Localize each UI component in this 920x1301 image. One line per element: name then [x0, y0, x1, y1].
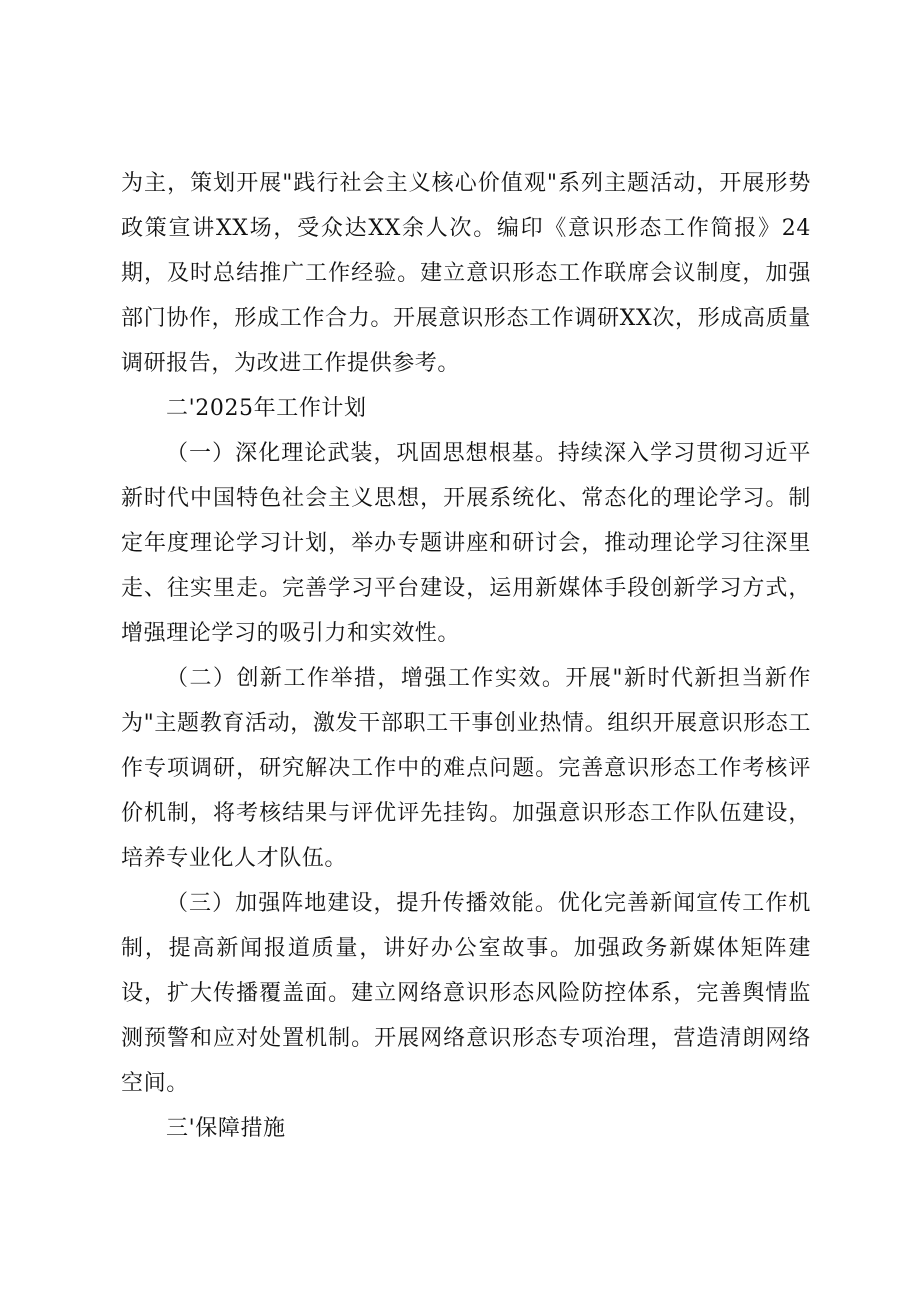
paragraph-platform-building: （三）加强阵地建设，提升传播效能。优化完善新闻宣传工作机制，提高新闻报道质量，讲好办公室故事。加强政务新媒体矩阵建设，扩大传播覆盖面。建立网络意识形态风险防控体系，完善舆情监测预警和应对处置机制。开展网络意识形态专项治理，营造清朗网络空间。 [121, 891, 811, 1096]
document-body [121, 161, 811, 1151]
section-heading-safeguards: 三'保障措施 [166, 1116, 286, 1141]
paragraph-continuation: 为主，策划开展"践行社会主义核心价值观"系列主题活动，开展形势政策宣讲XX场，受众达XX余人次。编印《意识形态工作简报》24期，及时总结推广工作经验。建立意识形态工作联席会议制度，加强部门协作，形成工作合力。开展意识形态工作调研XX次，形成高质量调研报告，为改进工作提供参考。 [121, 171, 811, 376]
section-heading-2025-plan: 二'2025年工作计划 [166, 396, 367, 421]
paragraph-work-innovation: （二）创新工作举措，增强工作实效。开展"新时代新担当新作为"主题教育活动，激发干部职工干事创业热情。组织开展意识形态工作专项调研，研究解决工作中的难点问题。完善意识形态工作考核评价机制，将考核结果与评优评先挂钩。加强意识形态工作队伍建设，培养专业化人才队伍。 [121, 666, 811, 871]
paragraph-theory-study: （一）深化理论武装，巩固思想根基。持续深入学习贯彻习近平新时代中国特色社会主义思想，开展系统化、常态化的理论学习。制定年度理论学习计划，举办专题讲座和研讨会，推动理论学习往深里走、往实里走。完善学习平台建设，运用新媒体手段创新学习方式，增强理论学习的吸引力和实效性。 [121, 441, 811, 646]
